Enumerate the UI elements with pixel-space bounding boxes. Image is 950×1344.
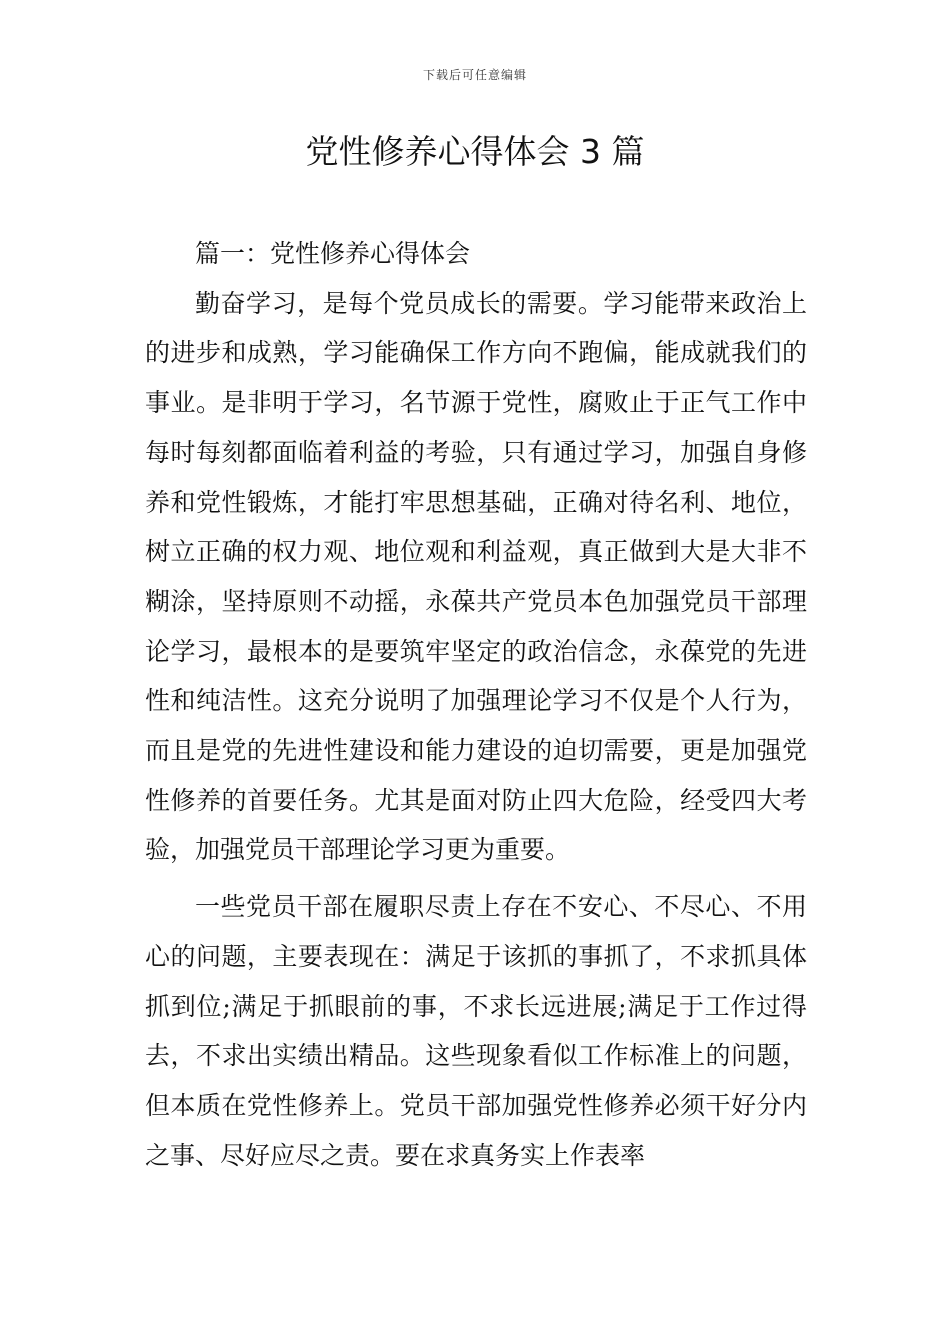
document-body (145, 229, 807, 1180)
document-title: 党性修养心得体会 3 篇 (305, 132, 645, 171)
paragraph-2: 一些党员干部在履职尽责上存在不安心、不尽心、不用心的问题，主要表现在：满足于该抓的事抓了，不求抓具体抓到位;满足于抓眼前的事，不求长远进展;满足于工作过得去，不求出实绩出精品。这些现象看似工作标准上的问题，但本质在党性修养上。党员干部加强党性修养必须干好分内之事、尽好应尽之责。要在求真务实上作表率 (145, 892, 807, 1170)
paragraph-1: 勤奋学习，是每个党员成长的需要。学习能带来政治上的进步和成熟，学习能确保工作方向不跑偏，能成就我们的事业。是非明于学习，名节源于党性，腐败止于正气工作中每时每刻都面临着利益的考验，只有通过学习，加强自身修养和党性锻炼，才能打牢思想基础，正确对待名利、地位，树立正确的权力观、地位观和利益观，真正做到大是大非不糊涂，坚持原则不动摇，永葆共产党员本色加强党员干部理论学习，最根本的是要筑牢坚定的政治信念，永葆党的先进性和纯洁性。这充分说明了加强理论学习不仅是个人行为，而且是党的先进性建设和能力建设的迫切需要，更是加强党性修养的首要任务。尤其是面对防止四大危险，经受四大考验，加强党员干部理论学习更为重要。 (145, 288, 807, 865)
header-note: 下载后可任意编辑 (422, 68, 527, 82)
section-heading: 篇一：党性修养心得体会 (195, 239, 471, 268)
